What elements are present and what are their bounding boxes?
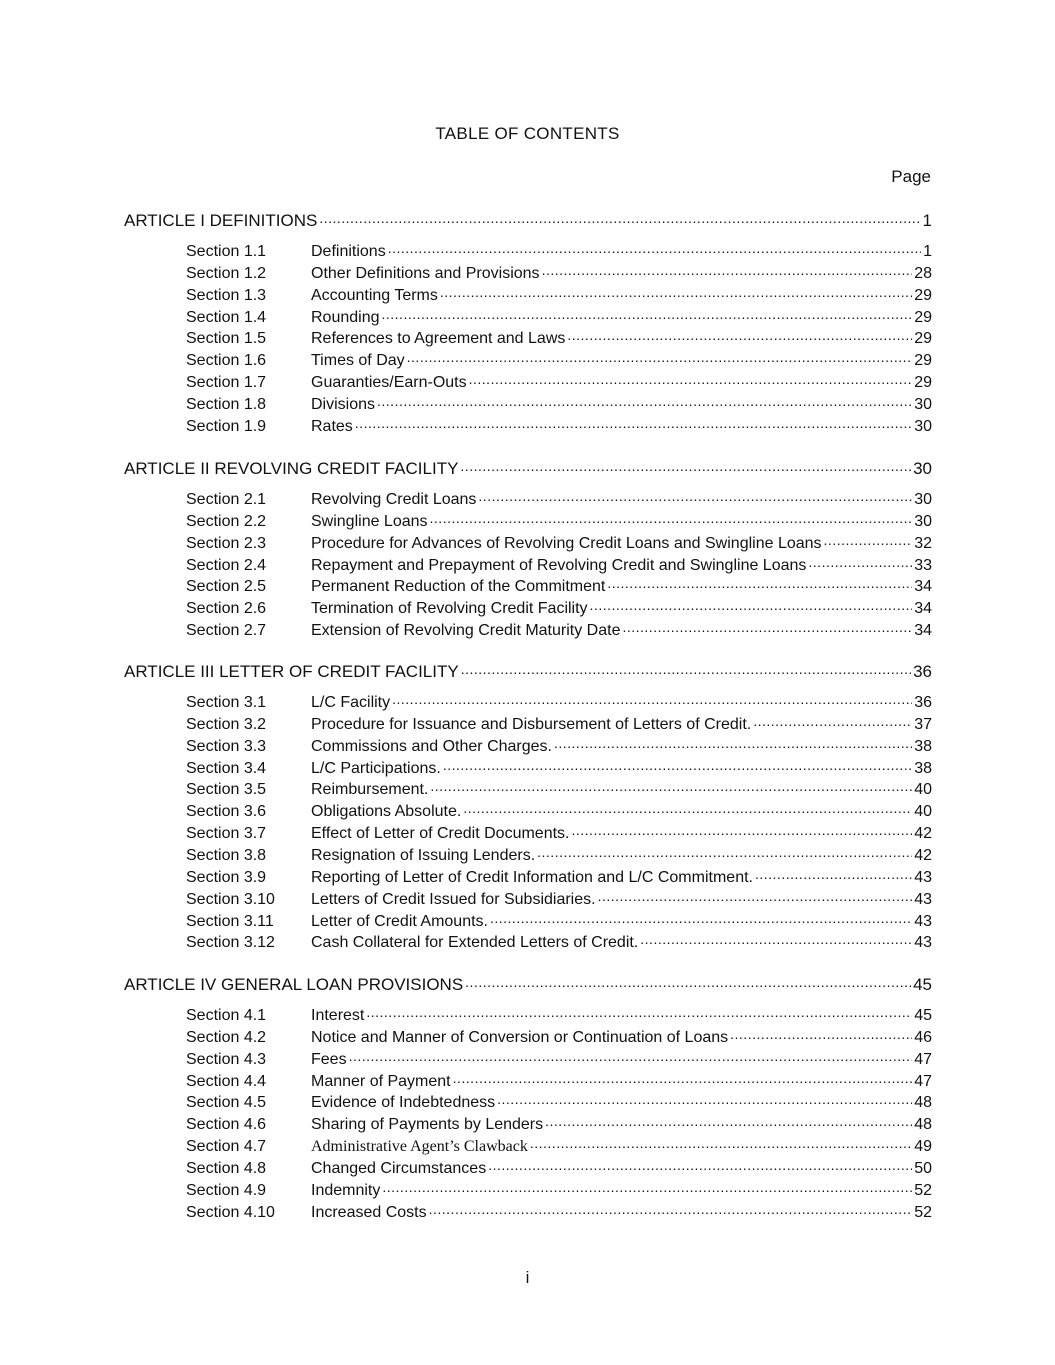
- section-title: Indemnity: [311, 1181, 381, 1199]
- dot-leader: [598, 888, 913, 904]
- section-number: Section 4.9: [186, 1181, 267, 1199]
- section-title: Definitions: [311, 243, 386, 260]
- dot-leader: [808, 554, 912, 570]
- section-title: Other Definitions and Provisions: [311, 264, 540, 282]
- toc-section-entry[interactable]: [186, 1201, 932, 1222]
- dot-leader: [607, 575, 912, 591]
- section-page-number: 34: [914, 600, 932, 618]
- toc-section-entry[interactable]: [186, 262, 932, 283]
- section-page-number: 29: [914, 308, 932, 326]
- section-number: Section 1.3: [186, 286, 267, 304]
- dot-leader: [497, 1091, 912, 1107]
- dot-leader: [640, 931, 912, 947]
- toc-section-entry[interactable]: [186, 1179, 932, 1200]
- toc-article-entry[interactable]: [124, 660, 932, 682]
- section-number: Section 3.2: [186, 715, 267, 733]
- dot-leader: [490, 910, 912, 926]
- section-number: Section 2.7: [186, 622, 267, 640]
- section-number: Section 3.8: [186, 846, 267, 864]
- dot-leader: [319, 209, 920, 226]
- toc-section-entry[interactable]: [186, 619, 932, 640]
- dot-leader: [730, 1026, 912, 1042]
- section-page-number: 50: [914, 1159, 932, 1177]
- section-number: Section 3.4: [186, 759, 267, 777]
- toc-section-entry[interactable]: [186, 371, 932, 392]
- section-page-number: 28: [914, 264, 932, 282]
- section-page-number: 40: [914, 803, 932, 821]
- dot-leader: [440, 284, 912, 300]
- section-title: Administrative Agent’s Clawback: [311, 1138, 528, 1156]
- section-page-number: 47: [914, 1072, 932, 1090]
- toc-section-entry[interactable]: [186, 510, 932, 531]
- section-page-number: 33: [914, 556, 932, 574]
- dot-leader: [377, 393, 912, 409]
- section-page-number: 29: [914, 330, 932, 348]
- section-number: Section 4.7: [186, 1138, 267, 1156]
- section-title: Increased Costs: [311, 1203, 427, 1221]
- section-title: L/C Participations.: [311, 759, 441, 777]
- section-number: Section 2.1: [186, 491, 267, 508]
- toc-section-entry[interactable]: [186, 1026, 932, 1047]
- section-page-number: 46: [914, 1028, 932, 1046]
- section-title: Swingline Loans: [311, 512, 428, 530]
- dot-leader: [488, 1157, 912, 1173]
- section-title: Notice and Manner of Conversion or Continuation of Loans: [311, 1028, 729, 1046]
- section-page-number: 42: [914, 825, 932, 843]
- section-page-number: 30: [914, 512, 932, 530]
- toc-title: TABLE OF CONTENTS: [435, 124, 620, 143]
- article-heading: ARTICLE IV GENERAL LOAN PROVISIONS: [124, 975, 464, 994]
- section-number: Section 4.4: [186, 1072, 267, 1090]
- section-number: Section 1.7: [186, 374, 267, 392]
- dot-leader: [465, 973, 911, 990]
- section-page-number: 47: [914, 1050, 932, 1068]
- section-title: Times of Day: [311, 352, 405, 370]
- toc-section-entry[interactable]: [186, 931, 932, 952]
- toc-section-entry[interactable]: [186, 888, 932, 909]
- dot-leader: [355, 415, 912, 431]
- section-page-number: 36: [914, 694, 932, 711]
- toc-article-entry[interactable]: [124, 457, 932, 479]
- section-page-number: 42: [914, 846, 932, 864]
- article-heading: ARTICLE III LETTER OF CREDIT FACILITY: [124, 662, 459, 681]
- section-number: Section 3.7: [186, 825, 267, 843]
- article-page-number: 45: [913, 975, 932, 994]
- toc-section-entry[interactable]: [186, 488, 932, 509]
- section-title: Rates: [311, 417, 353, 435]
- section-number: Section 2.2: [186, 512, 267, 530]
- section-title: Letter of Credit Amounts.: [311, 912, 488, 930]
- section-title: Fees: [311, 1050, 347, 1068]
- article-page-number: 1: [922, 211, 932, 230]
- section-page-number: 30: [914, 395, 932, 413]
- toc-section-entry[interactable]: [186, 866, 932, 887]
- section-number: Section 3.9: [186, 868, 267, 886]
- toc-section-entry[interactable]: [186, 778, 932, 799]
- section-page-number: 48: [914, 1094, 932, 1112]
- toc-section-entry[interactable]: [186, 713, 932, 734]
- section-number: Section 3.5: [186, 781, 267, 799]
- section-page-number: 38: [914, 737, 932, 755]
- dot-leader: [545, 1113, 912, 1129]
- section-title: Rounding: [311, 308, 380, 326]
- section-page-number: 43: [914, 934, 932, 952]
- section-number: Section 1.2: [186, 264, 267, 282]
- toc-section-entry[interactable]: [186, 284, 932, 305]
- dot-leader: [392, 691, 912, 707]
- dot-leader: [430, 510, 913, 526]
- section-title: Divisions: [311, 395, 376, 413]
- section-title: References to Agreement and Laws: [311, 330, 566, 348]
- section-page-number: 43: [914, 912, 932, 930]
- section-number: Section 1.9: [186, 417, 267, 435]
- article-heading: ARTICLE I DEFINITIONS: [124, 211, 318, 230]
- dot-leader: [349, 1048, 913, 1064]
- section-title: Manner of Payment: [311, 1072, 451, 1090]
- section-title: Revolving Credit Loans: [311, 491, 477, 508]
- section-page-number: 52: [914, 1181, 932, 1199]
- toc-section-entry[interactable]: [186, 822, 932, 843]
- section-title: Changed Circumstances: [311, 1159, 487, 1177]
- section-page-number: 45: [914, 1007, 932, 1024]
- dot-leader: [567, 327, 912, 343]
- dot-leader: [537, 844, 912, 860]
- dot-leader: [530, 1135, 912, 1151]
- toc-section-entry[interactable]: [186, 1048, 932, 1069]
- toc-section-entry[interactable]: [186, 757, 932, 778]
- section-number: Section 1.8: [186, 395, 267, 413]
- section-page-number: 29: [914, 374, 932, 392]
- toc-section-entry[interactable]: [186, 393, 932, 414]
- section-title: Termination of Revolving Credit Facility: [311, 600, 588, 618]
- toc-section-entry[interactable]: [186, 1157, 932, 1178]
- section-title: Resignation of Issuing Lenders.: [311, 846, 536, 864]
- section-title: L/C Facility: [311, 694, 391, 711]
- section-title: Evidence of Indebtedness: [311, 1094, 496, 1112]
- section-title: Reimbursement.: [311, 781, 429, 799]
- section-title: Accounting Terms: [311, 286, 438, 304]
- section-number: Section 1.1: [186, 243, 267, 260]
- toc-section-entry[interactable]: [186, 1070, 932, 1091]
- section-page-number: 52: [914, 1203, 932, 1221]
- section-page-number: 34: [914, 622, 932, 640]
- dot-leader: [460, 457, 911, 474]
- dot-leader: [542, 262, 913, 278]
- section-number: Section 3.10: [186, 890, 275, 908]
- section-number: Section 2.3: [186, 534, 267, 552]
- toc-section-entry[interactable]: [186, 415, 932, 436]
- section-title: Obligations Absolute.: [311, 803, 462, 821]
- section-page-number: 49: [914, 1138, 932, 1156]
- toc-section-entry[interactable]: [186, 1091, 932, 1112]
- section-number: Section 2.5: [186, 578, 267, 596]
- dot-leader: [753, 713, 912, 729]
- dot-leader: [382, 306, 913, 322]
- section-title: Cash Collateral for Extended Letters of Credit.: [311, 934, 639, 952]
- section-page-number: 29: [914, 286, 932, 304]
- section-title: Permanent Reduction of the Commitment: [311, 578, 606, 596]
- section-number: Section 1.6: [186, 352, 267, 370]
- section-title: Repayment and Prepayment of Revolving Credit and Swingline Loans: [311, 556, 807, 574]
- toc-article-entry[interactable]: [124, 209, 932, 231]
- section-page-number: 34: [914, 578, 932, 596]
- toc-article-entry[interactable]: [124, 973, 932, 995]
- toc-section-entry[interactable]: [186, 1004, 932, 1025]
- dot-leader: [824, 532, 913, 548]
- toc-section-entry[interactable]: [186, 800, 932, 821]
- article-heading: ARTICLE II REVOLVING CREDIT FACILITY: [124, 459, 459, 478]
- dot-leader: [443, 757, 912, 773]
- section-page-number: 30: [914, 491, 932, 508]
- section-number: Section 2.6: [186, 600, 267, 618]
- toc-section-entry[interactable]: [186, 240, 932, 261]
- section-number: Section 2.4: [186, 556, 267, 574]
- section-page-number: 1: [923, 243, 932, 260]
- section-number: Section 4.3: [186, 1050, 267, 1068]
- section-number: Section 4.10: [186, 1203, 275, 1221]
- section-page-number: 32: [914, 534, 932, 552]
- toc-section-entry[interactable]: [186, 306, 932, 327]
- section-number: Section 3.1: [186, 694, 267, 711]
- dot-leader: [572, 822, 913, 838]
- section-title: Commissions and Other Charges.: [311, 737, 552, 755]
- section-title: Guaranties/Earn-Outs: [311, 374, 467, 392]
- section-number: Section 4.2: [186, 1028, 267, 1046]
- section-number: Section 3.12: [186, 934, 275, 952]
- section-number: Section 4.8: [186, 1159, 267, 1177]
- section-title: Interest: [311, 1007, 365, 1024]
- dot-leader: [461, 660, 911, 677]
- toc-section-entry[interactable]: [186, 735, 932, 756]
- section-title: Reporting of Letter of Credit Information and L/C Commitment.: [311, 868, 753, 886]
- section-number: Section 3.3: [186, 737, 267, 755]
- section-number: Section 4.1: [186, 1007, 267, 1024]
- toc-section-entry[interactable]: [186, 532, 932, 553]
- page-number-footer: i: [525, 1268, 530, 1287]
- page-column-label: Page: [891, 167, 931, 186]
- dot-leader: [382, 1179, 912, 1195]
- section-number: Section 4.6: [186, 1116, 267, 1134]
- section-title: Procedure for Advances of Revolving Credit Loans and Swingline Loans: [311, 534, 822, 552]
- section-number: Section 3.11: [186, 912, 274, 930]
- toc-section-entry[interactable]: [186, 910, 932, 931]
- article-page-number: 36: [913, 662, 932, 681]
- section-page-number: 37: [914, 715, 932, 733]
- dot-leader: [407, 349, 913, 365]
- section-number: Section 4.5: [186, 1094, 267, 1112]
- section-page-number: 43: [914, 868, 932, 886]
- dot-leader: [366, 1004, 912, 1020]
- dot-leader: [478, 488, 912, 504]
- section-page-number: 38: [914, 759, 932, 777]
- toc-section-entry[interactable]: [186, 1113, 932, 1134]
- section-title: Sharing of Payments by Lenders: [311, 1116, 544, 1134]
- section-page-number: 29: [914, 352, 932, 370]
- toc-section-entry[interactable]: [186, 575, 932, 596]
- section-title: Extension of Revolving Credit Maturity Date: [311, 622, 621, 640]
- section-title: Effect of Letter of Credit Documents.: [311, 825, 570, 843]
- toc-section-entry[interactable]: [186, 691, 932, 712]
- dot-leader: [463, 800, 912, 816]
- dot-leader: [554, 735, 912, 751]
- dot-leader: [388, 240, 921, 256]
- dot-leader: [469, 371, 913, 387]
- toc-section-entry[interactable]: [186, 597, 932, 618]
- section-number: Section 1.5: [186, 330, 267, 348]
- dot-leader: [755, 866, 912, 882]
- dot-leader: [622, 619, 912, 635]
- section-number: Section 3.6: [186, 803, 267, 821]
- toc-section-entry[interactable]: [186, 844, 932, 865]
- dot-leader: [453, 1070, 913, 1086]
- section-title: Letters of Credit Issued for Subsidiaries.: [311, 890, 596, 908]
- section-page-number: 40: [914, 781, 932, 799]
- article-page-number: 30: [913, 459, 932, 478]
- toc-section-entry[interactable]: [186, 1135, 932, 1156]
- section-page-number: 30: [914, 417, 932, 435]
- toc-section-entry[interactable]: [186, 327, 932, 348]
- dot-leader: [590, 597, 913, 613]
- section-page-number: 43: [914, 890, 932, 908]
- toc-section-entry[interactable]: [186, 554, 932, 575]
- section-title: Procedure for Issuance and Disbursement of Letters of Credit.: [311, 715, 752, 733]
- dot-leader: [429, 1201, 913, 1217]
- toc-section-entry[interactable]: [186, 349, 932, 370]
- section-page-number: 48: [914, 1116, 932, 1134]
- dot-leader: [430, 778, 912, 794]
- section-number: Section 1.4: [186, 308, 267, 326]
